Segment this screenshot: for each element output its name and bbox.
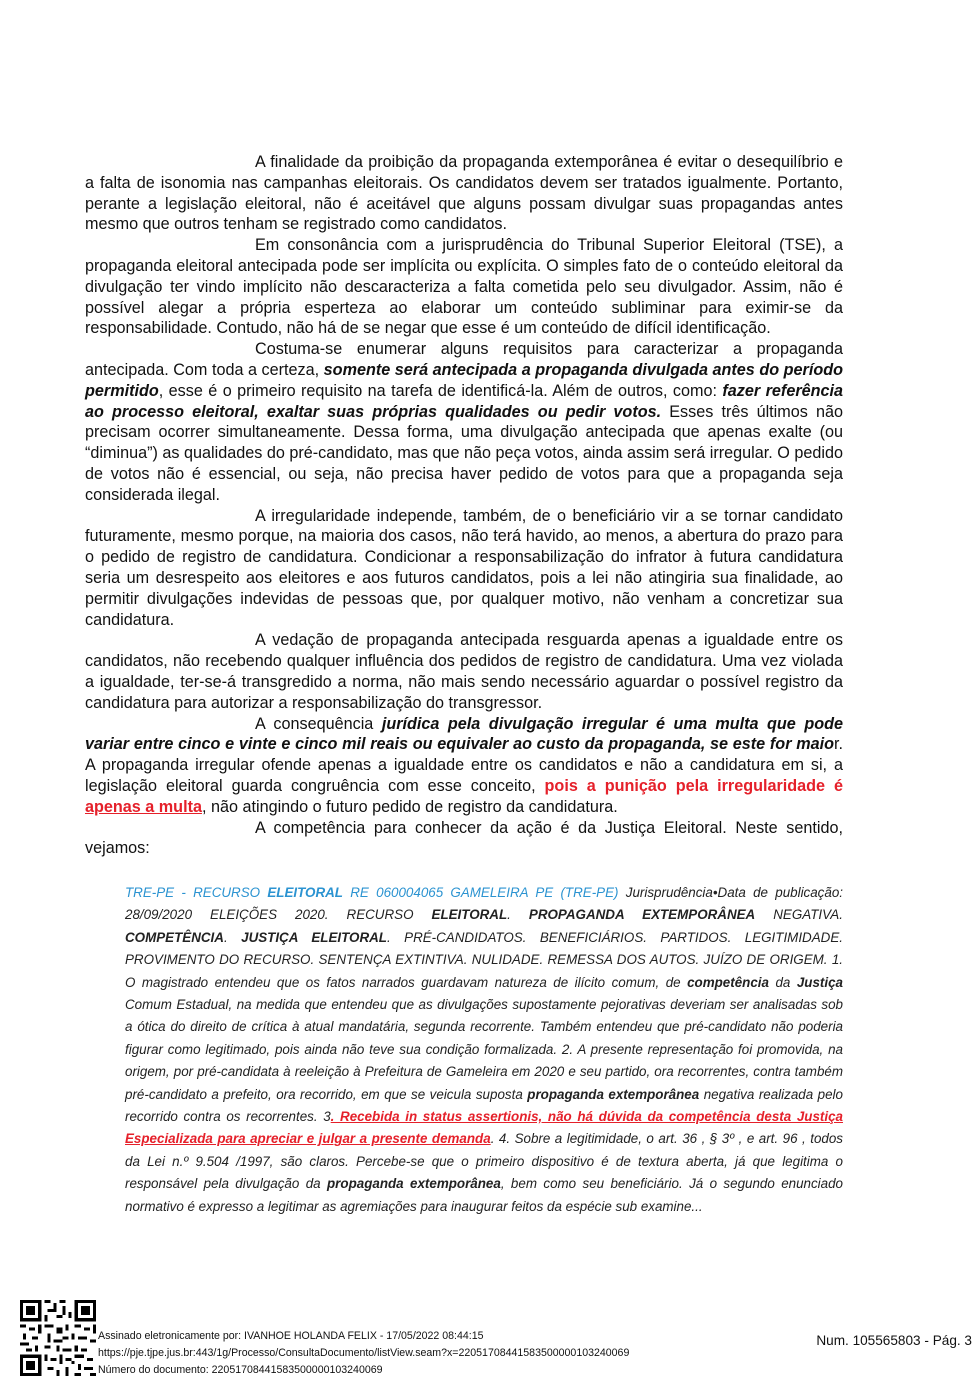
paragraph-6-text: A consequência — [255, 714, 374, 733]
paragraph-6 — [85, 714, 843, 818]
paragraph-3-text: Esses três últimos não precisam ocorrer simultaneamente. Dessa forma, uma divulgação antecipada que apenas exalte (ou “diminua”) as qualidades do pré-candidato, mas que não peça votos, ainda assim será irregular. O pedido de votos não é essencial, ou seja, não precisa haver pedido de votos para que a propaganda seja considerada ilegal. — [85, 402, 844, 504]
quote-bold-text: propaganda extemporânea — [527, 1086, 700, 1102]
quote-bold-text: propaganda extemporânea — [327, 1176, 501, 1192]
quote-source-text: RE 060004065 GAMELEIRA PE (TRE-PE) — [350, 885, 619, 900]
paragraph-3-text: , esse é o primeiro requisito na tarefa de identificá-la. Além de outros, como: — [158, 381, 717, 400]
quote-source-text: ELEITORAL — [267, 885, 343, 900]
quote-text: . — [507, 907, 511, 923]
paragraph-1 — [85, 152, 843, 235]
paragraph-2 — [85, 235, 843, 339]
qr-code-icon — [20, 1300, 96, 1376]
quote-bold-text: PROPAGANDA EXTEMPORÂNEA — [528, 907, 756, 923]
paragraph-7 — [85, 818, 843, 860]
quote-bold-text: competência — [687, 974, 769, 990]
quote-text: NEGATIVA. — [773, 907, 843, 923]
quote-text: negativa realizada pelo recorrido contra os recorrentes. 3 — [125, 1086, 843, 1125]
emphasis-text: somente será antecipada a propaganda divulgada antes do período permitido — [85, 360, 844, 400]
document-url[interactable]: https://pje.tjpe.jus.br:443/1g/Processo/ConsultaDocumento/listView.seam?x=22051708441583500000103240069 — [98, 1347, 630, 1359]
quote-bold-text: JUSTIÇA ELEITORAL — [241, 929, 387, 945]
paragraph-6-text: , não atingindo o futuro pedido de registro da candidatura. — [201, 797, 618, 816]
highlight-text: pois a punição pela irregularidade é — [544, 776, 844, 795]
quote-text: , bem como seu beneficiário. Já o segundo enunciado normativo é expresso a legitimar as agremiações para inaugurar feitos da espécie sub examine... — [125, 1176, 843, 1214]
signature-footer — [98, 1328, 629, 1379]
paragraph-1-text: A finalidade da proibição da propaganda extemporânea é evitar o desequilíbrio e a falta de isonomia nas campanhas eleitorais. Os candidatos devem ser tratados igualmente. Portanto, perante a legislação eleitoral, não é aceitável que alguns possam divulgar suas propagandas antes mesmo que outros tenham se registrado como candidatos. — [85, 153, 843, 234]
emphasis-text: jurídica pela divulgação irregular é uma multa que pode variar entre cinco e vinte e cinco mil reais ou equivaler ao custo da propaganda, se este for maio — [85, 714, 843, 754]
paragraph-4-text: A irregularidade independe, também, de o beneficiário vir a se tornar candidato futuramente, mesmo porque, na maioria dos casos, não terá havido, ao menos, a abertura do prazo para o pedido de registro de candidatura. Condicionar a responsabilização do infrator à futura candidatura seria um desrespeito aos eleitores e aos futuros candidatos, pois a lei não atingiria sua finalidade, ao permitir divulgações indevidas de pessoas que, por qualquer motivo, não venham a concretizar sua candidatura. — [85, 506, 843, 629]
quote-text: . PRÉ-CANDIDATOS. BENEFICIÁRIOS. PARTIDOS. LEGITIMIDADE. PROVIMENTO DO RECURSO. SENTENÇA EXTINTIVA. NULIDADE. REMESSA DOS AUTOS. JUÍZO DE ORIGEM. 1. O magistrado entendeu que os fatos narrados guardavam natureza de ilícito comum, de — [125, 929, 843, 990]
paragraph-4 — [85, 506, 843, 631]
quote-bold-text: ELEITORAL — [431, 907, 508, 923]
quote-text: . 4. Sobre a legitimidade, o art. 36 , § 3º , e art. 96 , todos da Lei n.º 9.504 /1997, são claros. Percebe-se que o primeiro dispositivo é de textura aberta, já que legitima o responsável pela divulgação da — [125, 1131, 843, 1192]
document-number: Número do documento: 22051708441583500000103240069 — [98, 1364, 383, 1376]
quote-source-text: TRE-PE - RECURSO — [125, 885, 261, 900]
emphasis-text: fazer referência ao processo eleitoral, exaltar suas próprias qualidades ou pedir votos. — [85, 381, 844, 421]
quote-source[interactable] — [125, 885, 618, 900]
paragraph-3 — [85, 339, 843, 505]
quote-text: Comum Estadual, na medida que entendeu que as divulgações supostamente pejorativas deveriam ser analisadas sob a ótica do direito de crítica à atual mandatária, segunda recorrente. Também entendeu que pré-candidato não poderia figurar como legitimado, pois ainda não teve sua condição formalizada. 2. A presente representação foi promovida, na origem, por pré-candidata à reeleição à Prefeitura de Gameleira em 2020 e seu partido, ora recorrentes, contra também pré-candidato a prefeito, ora recorrido, em que se veicula suposta — [125, 997, 843, 1102]
page-number: Num. 105565803 - Pág. 3 — [816, 1333, 972, 1348]
paragraph-5-text: A vedação de propaganda antecipada resguarda apenas a igualdade entre os candidatos, não recebendo qualquer influência dos pedidos de registro de candidatura. Uma vez violada a igualdade, ter-se-á transgredido a norma, não mais sendo necessário aguardar o possível registro da candidatura para autorizar a responsabilização do transgressor. — [85, 631, 843, 712]
paragraph-3-text: Costuma-se enumerar alguns requisitos para caracterizar a propaganda antecipada. Com toda a certeza, — [85, 340, 843, 379]
document-body — [85, 152, 843, 859]
paragraph-2-text: Em consonância com a jurisprudência do Tribunal Superior Eleitoral (TSE), a propaganda eleitoral antecipada pode ser implícita ou explícita. O simples fato de o conteúdo eleitoral da divulgação ter vindo implícito não descaracteriza a falta cometida pelo seu divulgador. Assim, não é possível alegar a própria esperteza ao elaborar um conteúdo subliminar para eximir-se da responsabilidade. Contudo, não há de se negar que esse é um conteúdo de difícil identificação. — [85, 236, 843, 338]
quote-highlight-text: . Recebida in status assertionis, não há dúvida da competência desta Justiça Especializada para apreciar e julgar a presente demanda — [125, 1109, 843, 1147]
paragraph-7-text: A competência para conhecer da ação é da Justiça Eleitoral. Neste sentido, — [255, 818, 843, 837]
quote-text: Jurisprudência•Data de publicação: 28/09/2020 ELEIÇÕES 2020. RECURSO — [125, 885, 843, 923]
paragraph-7-text: vejamos: — [85, 839, 150, 858]
quote-bold-text: COMPETÊNCIA — [125, 929, 224, 945]
paragraph-6-text: r. A propaganda irregular ofende apenas a igualdade entre os candidatos e não a candidatura em si, a legislação eleitoral guarda congruência com esse conceito, — [85, 735, 843, 795]
highlight-underlined-text: apenas a multa — [85, 797, 202, 816]
paragraph-5 — [85, 630, 843, 713]
quote-bold-text: Justiça — [796, 974, 843, 990]
signed-by: Assinado eletronicamente por: IVANHOE HOLANDA FELIX - 17/05/2022 08:44:15 — [98, 1330, 484, 1342]
jurisprudence-quote — [125, 882, 843, 1218]
quote-text: da — [775, 974, 791, 990]
quote-text: . — [223, 929, 228, 945]
